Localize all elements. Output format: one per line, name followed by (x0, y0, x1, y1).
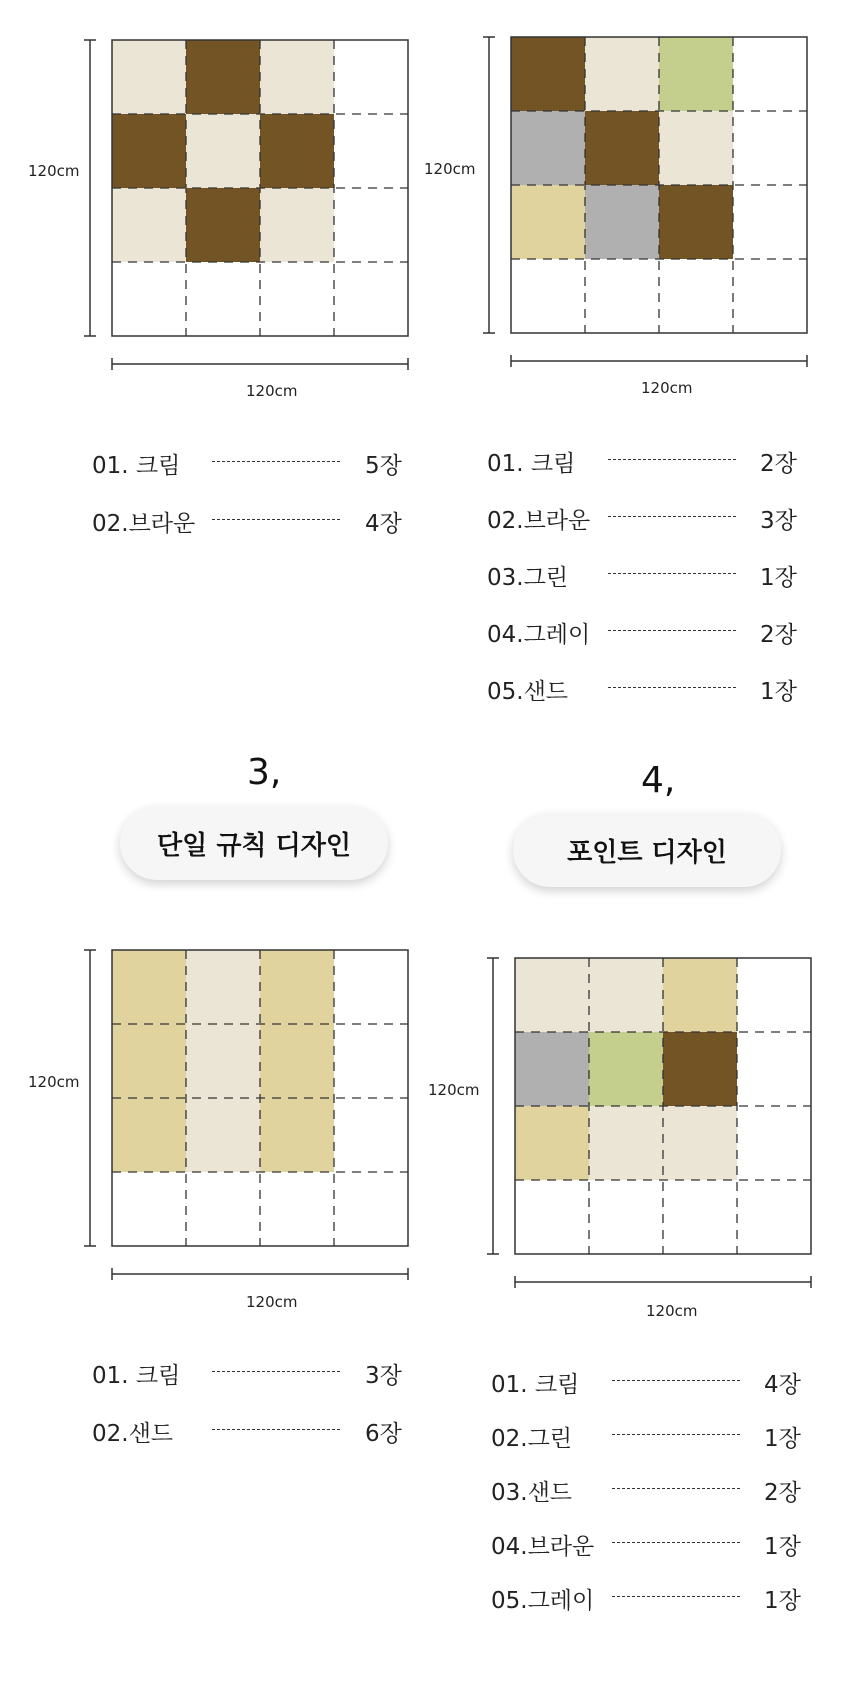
width-label: 120cm (646, 1302, 698, 1320)
mat-tile-empty (585, 259, 659, 333)
legend-dashed-leader (612, 1434, 740, 1435)
mat-tile-brown (585, 111, 659, 185)
mat-grid-svg (76, 940, 414, 1288)
mat-grid-svg (76, 30, 414, 378)
legend-color-name: 03.샌드 (491, 1480, 573, 1506)
mat-tile-cream (659, 111, 733, 185)
section-title-pill (120, 806, 388, 880)
mat-tile-empty (112, 1172, 186, 1246)
mat-tile-cream (186, 1024, 260, 1098)
mat-tile-empty (334, 1098, 408, 1172)
legend-count: 3장 (760, 508, 797, 534)
legend-dashed-leader (608, 687, 736, 688)
mat-tile-sand (663, 958, 737, 1032)
mat-tile-cream (585, 37, 659, 111)
mat-tile-empty (334, 188, 408, 262)
mat-tile-cream (663, 1106, 737, 1180)
mat-tile-brown (186, 40, 260, 114)
mat-tile-empty (733, 111, 807, 185)
legend-color-name: 02.샌드 (92, 1421, 174, 1447)
mat-tile-brown (186, 188, 260, 262)
legend-count: 1장 (764, 1426, 801, 1452)
legend-count: 3장 (365, 1363, 402, 1389)
mat-tile-green (659, 37, 733, 111)
mat-tile-cream (112, 40, 186, 114)
mat-tile-cream (515, 958, 589, 1032)
legend-count: 2장 (760, 451, 797, 477)
mat-tile-empty (334, 1172, 408, 1246)
legend-dashed-leader (608, 516, 736, 517)
legend-row (487, 445, 820, 477)
legend-row (491, 1474, 824, 1506)
legend-dashed-leader (212, 1429, 340, 1430)
legend-row (487, 673, 820, 705)
legend-dashed-leader (612, 1488, 740, 1489)
mat-tile-gray (515, 1032, 589, 1106)
mat-tile-cream (186, 950, 260, 1024)
mat-tile-empty (334, 40, 408, 114)
width-label: 120cm (641, 379, 693, 397)
mat-tile-empty (737, 958, 811, 1032)
legend-color-name: 05.샌드 (487, 679, 569, 705)
mat-grid-svg (475, 27, 813, 375)
legend-row (487, 616, 820, 648)
mat-tile-empty (334, 1024, 408, 1098)
legend-color-name: 02.브라운 (487, 508, 591, 534)
legend-count: 1장 (764, 1534, 801, 1560)
legend-count: 1장 (764, 1588, 801, 1614)
mat-tile-cream (589, 958, 663, 1032)
height-label: 120cm (28, 1073, 80, 1091)
mat-tile-sand (515, 1106, 589, 1180)
mat-tile-cream (260, 188, 334, 262)
legend-color-name: 01. 크림 (491, 1372, 580, 1398)
mat-tile-empty (334, 950, 408, 1024)
mat-layout-design-3 (76, 940, 414, 1288)
legend-row (92, 505, 425, 537)
mat-tile-brown (260, 114, 334, 188)
legend-row (491, 1366, 824, 1398)
mat-tile-empty (511, 259, 585, 333)
legend-color-name: 05.그레이 (491, 1588, 595, 1614)
mat-tile-cream (112, 188, 186, 262)
legend-row (491, 1420, 824, 1452)
legend-dashed-leader (608, 630, 736, 631)
legend-color-name: 04.그레이 (487, 622, 591, 648)
mat-tile-sand (112, 1024, 186, 1098)
legend-color-name: 02.브라운 (92, 511, 196, 537)
mat-tile-empty (733, 185, 807, 259)
mat-tile-brown (112, 114, 186, 188)
mat-tile-brown (659, 185, 733, 259)
mat-tile-empty (663, 1180, 737, 1254)
legend-dashed-leader (212, 1371, 340, 1372)
mat-tile-empty (260, 262, 334, 336)
mat-tile-cream (186, 114, 260, 188)
legend-row (92, 447, 425, 479)
mat-tile-gray (585, 185, 659, 259)
mat-tile-empty (737, 1180, 811, 1254)
legend-row (487, 502, 820, 534)
mat-tile-empty (334, 114, 408, 188)
legend-count: 1장 (760, 565, 797, 591)
section-title: 단일 규칙 디자인 (157, 830, 351, 861)
section-title: 포인트 디자인 (567, 837, 727, 868)
mat-layout-design-1 (76, 30, 414, 378)
mat-tile-empty (589, 1180, 663, 1254)
legend-dashed-leader (212, 461, 340, 462)
mat-tile-empty (186, 1172, 260, 1246)
section-title-pill (513, 813, 781, 887)
legend-dashed-leader (608, 459, 736, 460)
legend-dashed-leader (612, 1542, 740, 1543)
mat-tile-sand (260, 1098, 334, 1172)
legend-row (491, 1528, 824, 1560)
mat-tile-empty (733, 37, 807, 111)
width-label: 120cm (246, 1293, 298, 1311)
legend-color-name: 01. 크림 (92, 453, 181, 479)
height-label: 120cm (424, 160, 476, 178)
width-label: 120cm (246, 382, 298, 400)
mat-layout-design-4 (479, 948, 817, 1296)
mat-tile-brown (663, 1032, 737, 1106)
mat-tile-empty (260, 1172, 334, 1246)
mat-tile-empty (659, 259, 733, 333)
legend-color-name: 01. 크림 (92, 1363, 181, 1389)
legend-row (491, 1582, 824, 1614)
legend-count: 5장 (365, 453, 402, 479)
mat-tile-sand (511, 185, 585, 259)
mat-tile-cream (260, 40, 334, 114)
legend-dashed-leader (608, 573, 736, 574)
legend-count: 2장 (764, 1480, 801, 1506)
legend-dashed-leader (212, 519, 340, 520)
section-number: 3, (247, 752, 282, 793)
legend-count: 4장 (764, 1372, 801, 1398)
legend-row (92, 1415, 425, 1447)
legend-row (92, 1357, 425, 1389)
mat-tile-sand (260, 1024, 334, 1098)
mat-tile-cream (186, 1098, 260, 1172)
mat-tile-brown (511, 37, 585, 111)
mat-tile-empty (186, 262, 260, 336)
legend-dashed-leader (612, 1596, 740, 1597)
mat-tile-empty (737, 1032, 811, 1106)
mat-layout-design-2 (475, 27, 813, 375)
legend-count: 4장 (365, 511, 402, 537)
legend-color-name: 04.브라운 (491, 1534, 595, 1560)
legend-color-name: 01. 크림 (487, 451, 576, 477)
legend-count: 1장 (760, 679, 797, 705)
legend-color-name: 02.그린 (491, 1426, 573, 1452)
mat-grid-svg (479, 948, 817, 1296)
mat-tile-sand (112, 950, 186, 1024)
mat-tile-empty (334, 262, 408, 336)
section-number: 4, (641, 760, 676, 801)
mat-tile-sand (260, 950, 334, 1024)
mat-tile-gray (511, 111, 585, 185)
mat-tile-green (589, 1032, 663, 1106)
mat-tile-cream (589, 1106, 663, 1180)
mat-tile-empty (515, 1180, 589, 1254)
mat-tile-empty (112, 262, 186, 336)
legend-count: 2장 (760, 622, 797, 648)
legend-row (487, 559, 820, 591)
mat-tile-empty (737, 1106, 811, 1180)
mat-tile-sand (112, 1098, 186, 1172)
legend-count: 6장 (365, 1421, 402, 1447)
legend-color-name: 03.그린 (487, 565, 569, 591)
height-label: 120cm (428, 1081, 480, 1099)
legend-dashed-leader (612, 1380, 740, 1381)
height-label: 120cm (28, 162, 80, 180)
mat-tile-empty (733, 259, 807, 333)
